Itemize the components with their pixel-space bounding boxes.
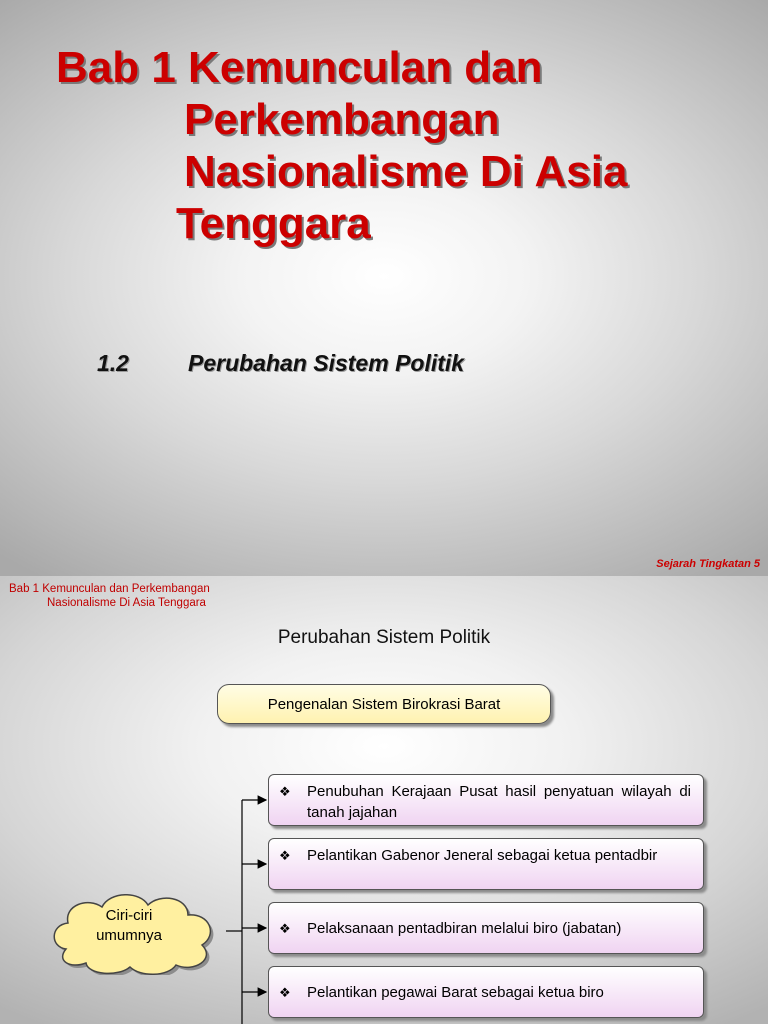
point-box [268,774,704,826]
diamond-bullet-icon: ❖ [279,920,291,936]
intro-box-label: Pengenalan Sistem Birokrasi Barat [267,695,501,713]
slide-title-line: Nasionalisme Di Asia [184,147,628,196]
point-text: Pelantikan pegawai Barat sebagai ketua biro [307,983,604,1001]
diamond-bullet-icon: ❖ [279,984,291,1000]
subtitle-text: Perubahan Sistem Politik [188,350,465,376]
cloud-label [44,906,214,946]
slide-header [9,582,210,610]
point-box [268,838,704,890]
point-box [268,902,704,954]
point-box [268,966,704,1018]
subtitle-number: 1.2 [97,350,129,376]
point-text: Pelantikan Gabenor Jeneral sebagai ketua pentadbir [307,847,658,864]
slide-title-line: Bab 1 Kemunculan dan [56,43,543,92]
cloud-label-line: Ciri-ciri [105,907,153,924]
slide-title [56,42,627,250]
diamond-bullet-icon: ❖ [279,848,291,863]
slide-title-line: Tenggara [176,199,371,248]
intro-box [217,684,551,724]
slide-header-line: Nasionalisme Di Asia Tenggara [47,597,206,609]
diamond-bullet-icon: ❖ [279,784,291,799]
content-slide [0,576,768,1024]
cloud-label-line: umumnya [96,927,162,944]
content-title: Perubahan Sistem Politik [277,627,491,648]
slide-footer: Sejarah Tingkatan 5 [656,558,760,570]
cloud-shape [44,887,226,975]
slide-header-line: Bab 1 Kemunculan dan Perkembangan [9,583,210,595]
point-text: Pelaksanaan pentadbiran melalui biro (jabatan) [307,919,622,937]
slide-title-line: Perkembangan [184,95,500,144]
point-text: Penubuhan Kerajaan Pusat hasil penyatuan wilayah di tanah jajahan [307,783,691,821]
